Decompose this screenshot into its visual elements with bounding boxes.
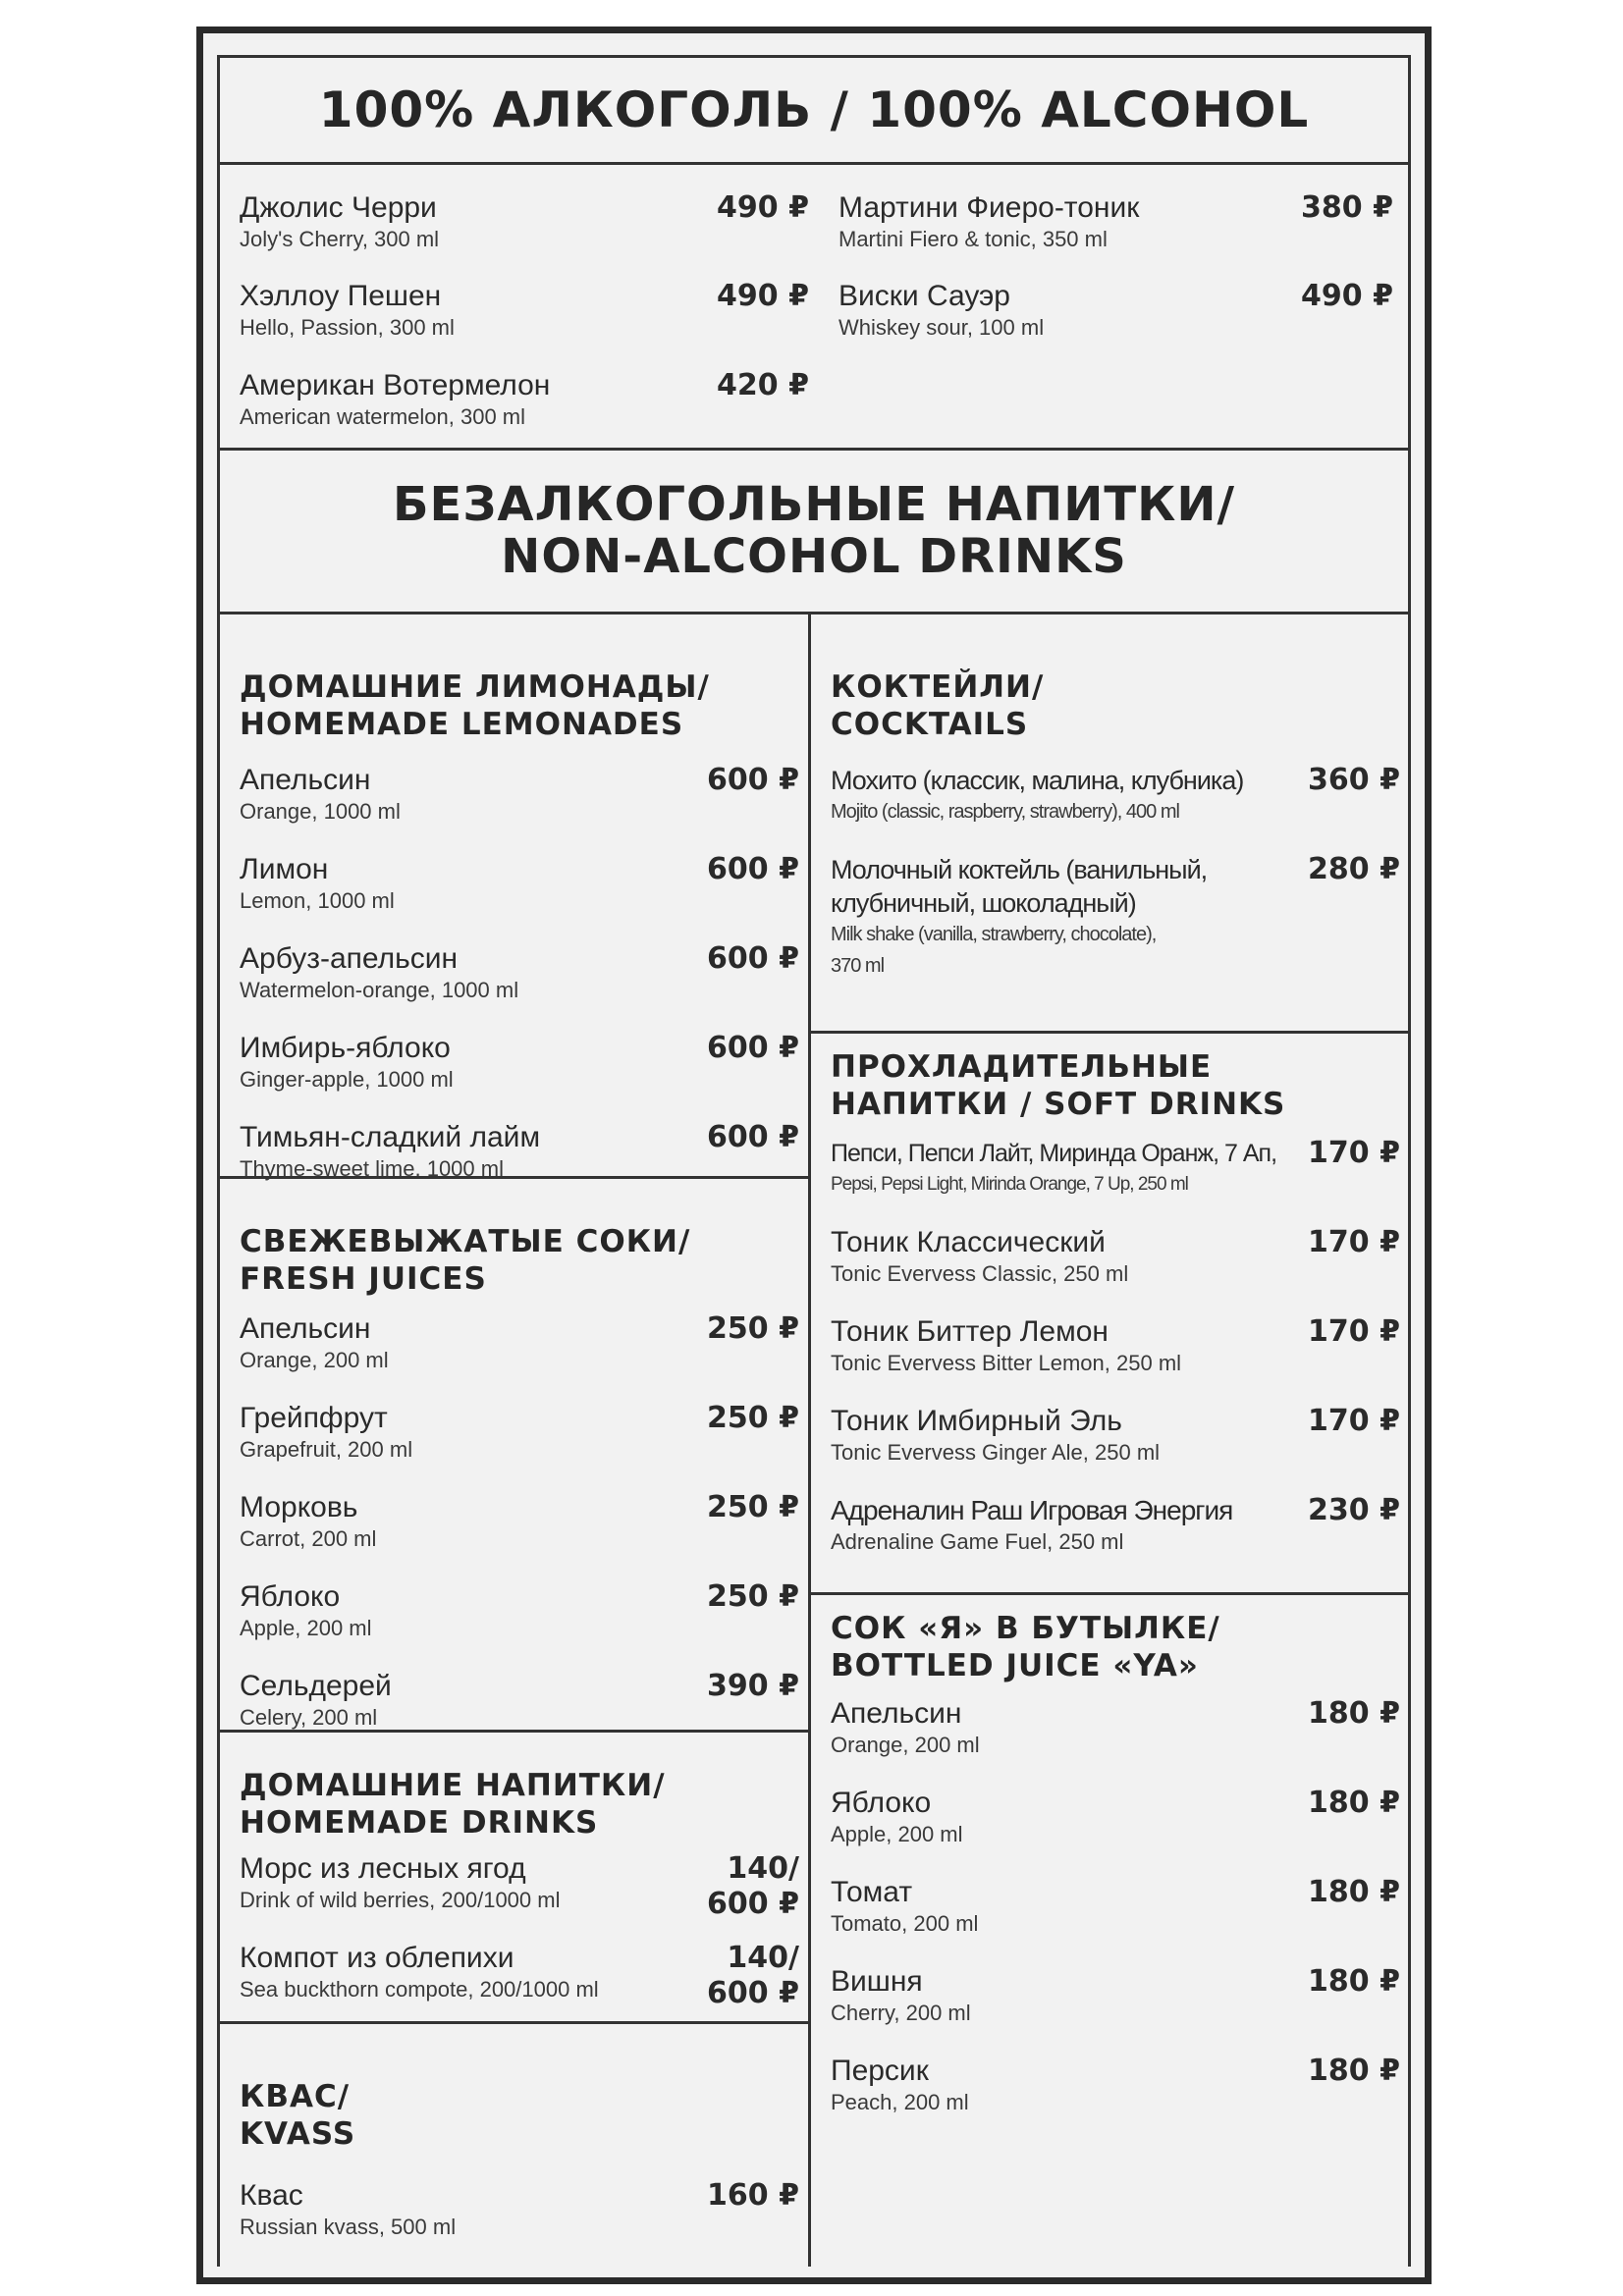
list-item [240,1578,799,1647]
item-sub: Pepsi, Pepsi Light, Mirinda Orange, 7 Up, 250 ml [831,1174,1188,1195]
item-sub: Milk shake (vanilla, strawberry, chocolate), [831,924,1157,945]
item-name: Вишня [831,1965,923,1998]
section-title-line2: НАПИТКИ / SOFT DRINKS [831,1087,1286,1122]
item-name: Квас [240,2179,303,2212]
item-price: 170 ₽ [1308,1404,1400,1438]
list-item [240,1030,799,1098]
item-price: 180 ₽ [1308,1964,1400,1999]
item-sub: Apple, 200 ml [240,1616,372,1640]
item-sub-line2: 370 ml [831,955,885,977]
item-name: Американ Вотермелон [240,369,551,401]
alcohol-panel [217,162,1411,451]
list-item [831,1785,1400,1853]
section-title [240,2078,355,2153]
list-item [831,762,1400,830]
list-item [240,2177,799,2246]
item-name: Лимон [240,853,329,885]
section-title-line1: ДОМАШНИЕ НАПИТКИ/ [240,1768,666,1803]
item-sub: Adrenaline Game Fuel, 250 ml [831,1529,1124,1554]
item-price: 170 ₽ [1308,1314,1400,1349]
item-price: 600 ₽ [707,1887,799,1921]
item-price: 250 ₽ [707,1401,799,1435]
list-item [831,1135,1400,1203]
list-item [240,1400,799,1468]
bottled-panel [808,1592,1411,2267]
item-sub: Peach, 200 ml [831,2090,969,2114]
item-price: 420 ₽ [717,368,809,402]
nonalcohol-header [217,448,1411,614]
section-title-line2: KVASS [240,2116,356,2152]
item-name: Арбуз-апельсин [240,942,459,975]
list-item [831,1224,1400,1293]
item-price: 180 ₽ [1308,1875,1400,1909]
item-sub: Hello, Passion, 300 ml [240,315,455,340]
list-item [831,1492,1400,1561]
item-name: Сельдерей [240,1670,392,1702]
alcohol-title: 100% АЛКОГОЛЬ / 100% ALCOHOL [318,81,1310,138]
item-price: 250 ₽ [707,1579,799,1614]
item-sub: Cherry, 200 ml [831,2001,971,2025]
item-price: 600 ₽ [707,1031,799,1065]
item-sub: Tonic Evervess Classic, 250 ml [831,1261,1129,1286]
item-name: Апельсин [240,764,371,796]
item-name: Тоник Биттер Лемон [831,1315,1109,1348]
item-sub: Thyme-sweet lime, 1000 ml [240,1156,504,1181]
item-price: 280 ₽ [1308,852,1400,886]
item-name: Томат [831,1876,913,1908]
list-item [839,278,1393,347]
section-title-line1: СВЕЖЕВЫЖАТЫЕ СОКИ/ [240,1224,691,1259]
list-item [831,1963,1400,2032]
item-sub: Joly's Cherry, 300 ml [240,227,440,251]
item-name: Адреналин Раш Игровая Энергия [831,1495,1233,1525]
item-price: 490 ₽ [717,279,809,313]
item-price: 390 ₽ [707,1669,799,1703]
list-item [831,1313,1400,1382]
item-sub: Tonic Evervess Ginger Ale, 250 ml [831,1440,1161,1465]
item-sub: Mojito (classic, raspberry, strawberry), 400 ml [831,801,1179,823]
section-title-line1: ДОМАШНИЕ ЛИМОНАДЫ/ [240,669,710,705]
section-title [240,1223,690,1298]
section-title-line2: FRESH JUICES [240,1261,487,1297]
list-item [240,189,809,258]
item-price: 490 ₽ [1301,279,1393,313]
item-price: 380 ₽ [1301,190,1393,225]
section-title-line2: COCKTAILS [831,707,1029,742]
item-sub: Tomato, 200 ml [831,1911,979,1936]
section-title-line2: HOMEMADE LEMONADES [240,707,684,742]
item-price: 600 ₽ [707,763,799,797]
nonalcohol-title-line1: БЕЗАЛКОГОЛЬНЫЕ НАПИТКИ/ [392,477,1236,533]
item-sub: Apple, 200 ml [831,1822,963,1846]
item-name: Хэллоу Пешен [240,280,442,312]
homemade-panel [217,1730,811,2024]
item-sub: Drink of wild berries, 200/1000 ml [240,1888,561,1912]
item-price: 140/ [727,1941,799,1975]
item-price: 250 ₽ [707,1311,799,1346]
item-name: Тоник Классический [831,1226,1106,1258]
item-sub: Orange, 200 ml [240,1348,389,1372]
item-name: Компот из облепихи [240,1942,514,1974]
list-item [240,1850,799,1921]
item-name: Морковь [240,1491,358,1523]
item-name: Тоник Имбирный Эль [831,1405,1122,1437]
item-sub: Ginger-apple, 1000 ml [240,1067,454,1092]
item-sub: Grapefruit, 200 ml [240,1437,413,1462]
item-price: 180 ₽ [1308,2054,1400,2088]
item-name: Яблоко [240,1580,341,1613]
juices-panel [217,1176,811,1733]
nonalcohol-title-line2: NON-ALCOHOL DRINKS [501,529,1127,584]
item-price: 140/ [727,1851,799,1886]
section-title [240,668,710,743]
item-price: 170 ₽ [1308,1225,1400,1259]
section-title [240,1767,666,1842]
item-name: Тимьян-сладкий лайм [240,1121,541,1153]
item-sub: Orange, 1000 ml [240,799,401,824]
item-name: Яблоко [831,1787,932,1819]
list-item [839,189,1393,258]
list-item [240,1489,799,1558]
item-name: Джолис Черри [240,191,437,224]
item-sub: Martini Fiero & tonic, 350 ml [839,227,1108,251]
item-price: 250 ₽ [707,1490,799,1524]
list-item [831,1403,1400,1471]
item-name: Молочный коктейль (ванильный, [831,855,1208,884]
item-price: 180 ₽ [1308,1696,1400,1731]
item-price: 360 ₽ [1308,763,1400,797]
section-title [831,1610,1220,1684]
item-sub: Orange, 200 ml [831,1733,980,1757]
item-sub: Carrot, 200 ml [240,1526,377,1551]
section-title-line1: КВАС/ [240,2079,351,2114]
menu-page [196,27,1432,2284]
item-sub: Russian kvass, 500 ml [240,2215,457,2239]
list-item [831,1874,1400,1943]
item-sub: Sea buckthorn compote, 200/1000 ml [240,1977,599,2002]
item-name: Пепси, Пепси Лайт, Миринда Оранж, 7 Ап, [831,1140,1277,1167]
list-item [240,1668,799,1736]
item-price: 490 ₽ [717,190,809,225]
list-item [831,2053,1400,2121]
alcohol-header [217,55,1411,165]
item-sub: Celery, 200 ml [240,1705,378,1730]
list-item [240,1940,799,2010]
item-name: Персик [831,2055,929,2087]
list-item [831,851,1400,988]
item-sub: Tonic Evervess Bitter Lemon, 250 ml [831,1351,1182,1375]
item-name-line2: клубничный, шоколадный) [831,888,1136,918]
item-sub: Lemon, 1000 ml [240,888,395,913]
item-name: Грейпфрут [240,1402,388,1434]
soft-panel [808,1031,1411,1595]
item-sub: American watermelon, 300 ml [240,404,526,429]
section-title-line2: HOMEMADE DRINKS [240,1805,599,1841]
list-item [240,278,809,347]
section-title-line2: BOTTLED JUICE «YA» [831,1648,1199,1683]
list-item [240,762,799,830]
section-title [831,1048,1285,1123]
list-item [240,1310,799,1379]
lemonades-panel [217,614,811,1179]
list-item [240,940,799,1009]
item-name: Мартини Фиеро-тоник [839,191,1140,224]
cocktails-panel [808,614,1411,1034]
list-item [240,851,799,920]
kvass-panel [217,2021,811,2267]
item-price: 170 ₽ [1308,1136,1400,1170]
item-name: Апельсин [831,1697,962,1730]
list-item [240,367,809,436]
item-price: 230 ₽ [1308,1493,1400,1527]
item-price: 180 ₽ [1308,1786,1400,1820]
item-price: 600 ₽ [707,941,799,976]
item-price: 600 ₽ [707,852,799,886]
item-name: Имбирь-яблоко [240,1032,451,1064]
list-item [831,1695,1400,1764]
item-sub: Whiskey sour, 100 ml [839,315,1045,340]
section-title-line1: КОКТЕЙЛИ/ [831,669,1045,705]
section-title-line1: ПРОХЛАДИТЕЛЬНЫЕ [831,1049,1213,1085]
item-name: Мохито (классик, малина, клубника) [831,766,1244,795]
item-name: Морс из лесных ягод [240,1852,526,1885]
item-price: 160 ₽ [707,2178,799,2213]
item-name: Виски Сауэр [839,280,1010,312]
item-price: 600 ₽ [707,1976,799,2010]
section-title-line1: СОК «Я» В БУТЫЛКЕ/ [831,1611,1220,1646]
item-sub: Watermelon-orange, 1000 ml [240,978,519,1002]
section-title [831,668,1044,743]
item-name: Апельсин [240,1312,371,1345]
item-price: 600 ₽ [707,1120,799,1154]
